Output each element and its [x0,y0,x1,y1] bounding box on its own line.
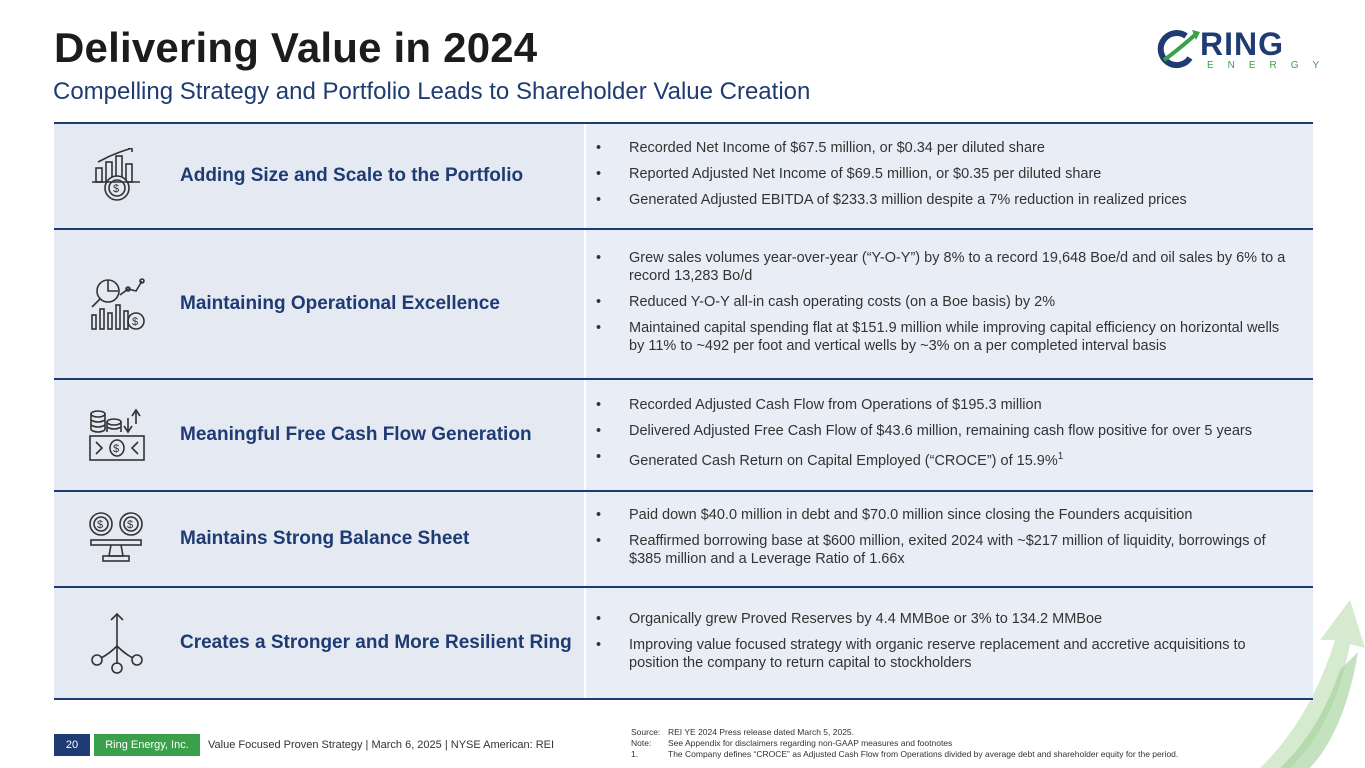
branching-network-icon [54,612,180,674]
magnifier-analytics-icon [54,275,180,333]
row-heading: Meaningful Free Cash Flow Generation [180,424,532,445]
row-right-cell [586,380,1313,490]
value-table [54,122,1313,700]
bullet-item: • Organically grew Proved Reserves by 4.4 MMBoe or 3% to 134.2 MMBoe [596,610,1295,628]
page-title: Delivering Value in 2024 [54,24,538,71]
row-left-cell [54,588,586,698]
svg-text:$: $ [132,316,139,328]
logo-energy-text: ENERGY [1207,60,1334,71]
table-row [54,230,1313,380]
table-row [54,492,1313,588]
row-right-cell [586,124,1313,228]
page-subtitle: Compelling Strategy and Portfolio Leads to Shareholder Value Creation [53,78,811,105]
row-right-cell [586,230,1313,378]
table-row [54,380,1313,492]
bullet-item: • Paid down $40.0 million in debt and $70.0 million since closing the Founders acquisition [596,506,1295,524]
footer [54,734,554,756]
row-left-cell [54,492,586,586]
balance-scale-dollar-icon [54,510,180,568]
bullet-item: • Reaffirmed borrowing base at $600 million, exited 2024 with ~$217 million of liquidity, borrowings of $385 million and a Leverage Ratio of 1.66x [596,532,1295,568]
ring-energy-logo-icon [1156,30,1202,70]
row-left-cell [54,380,586,490]
row-right-cell [586,492,1313,586]
bullet-item: • Delivered Adjusted Free Cash Flow of $43.6 million, remaining cash flow positive for over 5 years [596,422,1295,440]
footer-tagline: Value Focused Proven Strategy | March 6, 2025 | NYSE American: REI [208,739,555,751]
bullet-text: Generated Cash Return on Capital Employed (“CROCE”) of 15.9% [629,452,1058,469]
footnote-text: The Company defines “CROCE” as Adjusted Cash Flow from Operations divided by average debt and shareholder equity for the period. [668,749,1179,759]
bullet-item: • Reported Adjusted Net Income of $69.5 million, or $0.35 per diluted share [596,165,1295,183]
row-heading: Creates a Stronger and More Resilient Ring [180,632,572,653]
footnote-text: See Appendix for disclaimers regarding non-GAAP measures and footnotes [668,738,953,748]
bullet-item: • Generated Adjusted EBITDA of $233.3 million despite a 7% reduction in realized prices [596,191,1295,209]
footnote-ref: 1 [1057,451,1064,463]
growth-chart-gear-dollar-icon [54,148,180,204]
footnote-line [631,727,1178,738]
svg-text:$: $ [127,519,134,531]
bullet-item: • Reduced Y-O-Y all-in cash operating costs (on a Boe basis) by 2% [596,293,1295,311]
cash-flow-coins-icon [54,406,180,464]
bullet-item: • Recorded Net Income of $67.5 million, or $0.34 per diluted share [596,139,1295,157]
table-row [54,124,1313,230]
bullet-item: • Improving value focused strategy with organic reserve replacement and accretive acquisitions to position the company to return capital to stockholders [596,636,1295,672]
row-heading: Adding Size and Scale to the Portfolio [180,165,524,186]
footnote-line [631,738,1178,749]
table-row [54,588,1313,700]
bullet-item: • Recorded Adjusted Cash Flow from Operations of $195.3 million [596,396,1295,414]
bullet-item: • Grew sales volumes year-over-year (“Y-O-Y”) by 8% to a record 19,648 Boe/d and oil sales by 6% to a record 13,283 Bo/d [596,249,1295,285]
footnote-line [631,749,1178,760]
row-heading: Maintaining Operational Excellence [180,293,500,314]
bullet-item [596,448,1295,470]
footnote-key: Note: [631,738,652,748]
footnote-text: REI YE 2024 Press release dated March 5, 2025. [668,727,855,737]
ring-energy-logo [1156,26,1334,74]
page-number: 20 [54,734,90,756]
footnote-key: Source: [631,727,661,737]
footnote-key: 1. [631,749,639,759]
footnotes [631,727,1178,760]
svg-text:$: $ [113,183,120,195]
row-left-cell [54,124,586,228]
row-heading: Maintains Strong Balance Sheet [180,528,470,549]
svg-text:$: $ [113,443,120,455]
row-left-cell [54,230,586,378]
row-right-cell [586,588,1313,698]
company-badge: Ring Energy, Inc. [94,734,200,756]
bullet-item: • Maintained capital spending flat at $151.9 million while improving capital efficiency on horizontal wells by 11% to ~492 per foot and vertical wells by ~3% on a per completed interval basis [596,319,1295,355]
logo-ring-text: RING [1200,26,1284,62]
svg-text:$: $ [97,519,104,531]
